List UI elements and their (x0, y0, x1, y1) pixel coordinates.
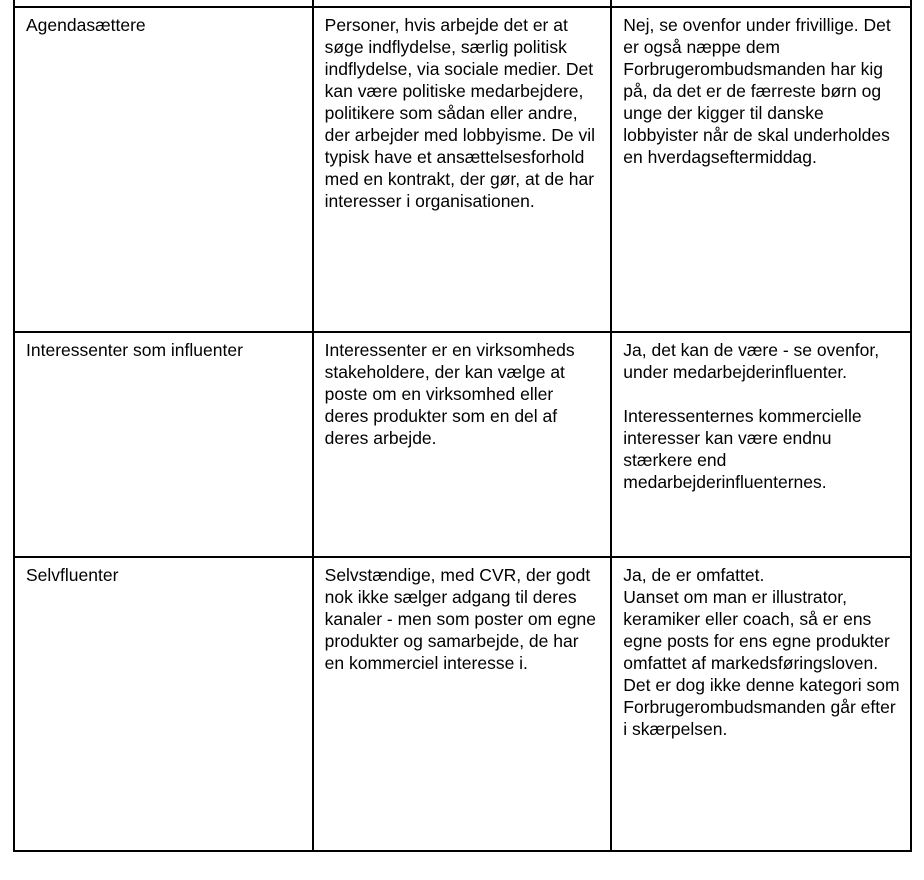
assessment-cell (611, 332, 911, 557)
table-row (14, 557, 911, 851)
table-cell (313, 0, 612, 7)
table-row (14, 332, 911, 557)
document-table (13, 0, 912, 852)
description-cell (313, 7, 612, 332)
category-cell (14, 7, 313, 332)
assessment-paragraph: Ja, det kan de være - se ovenfor, under medarbejderinfluenter. (623, 340, 880, 382)
table-cell (14, 0, 313, 7)
table-row-top-fragment (14, 0, 911, 7)
description-text: Personer, hvis arbejde det er at søge indflydelse, særlig politisk indflydelse, via sociale medier. Det kan være politiske medarbejdere, politikere som sådan eller andre, der arbejder med lobbyisme. De vil typisk have et ansættelsesforhold med en kontrakt, der gør, at de har interesser i organisationen. (324, 15, 596, 211)
category-label: Selvfluenter (26, 565, 119, 585)
category-label: Agendasættere (26, 15, 146, 35)
category-label: Interessenter som influenter (26, 340, 243, 360)
description-cell (313, 557, 612, 851)
table-cell (611, 0, 911, 7)
description-cell (313, 332, 612, 557)
table-row (14, 7, 911, 332)
assessment-paragraph: Interessenternes kommercielle interesser kan være endnu stærkere end medarbejderinfluenternes. (623, 406, 862, 492)
category-cell (14, 557, 313, 851)
assessment-text: Nej, se ovenfor under frivillige. Det er også næppe dem Forbrugerombudsmanden har kig på, da det er de færreste børn og unge der kigger til danske lobbyister når de skal underholdes en hverdagseftermiddag. (623, 15, 891, 167)
assessment-line: Det er dog ikke denne kategori som Forbrugerombudsmanden går efter i skærpelsen. (623, 675, 900, 739)
category-cell (14, 332, 313, 557)
assessment-line: Ja, de er omfattet. (623, 565, 765, 585)
assessment-cell (611, 7, 911, 332)
description-text: Interessenter er en virksomheds stakeholdere, der kan vælge at poste om en virksomhed eller deres produkter som en del af deres arbejde. (324, 340, 575, 448)
description-text: Selvstændige, med CVR, der godt nok ikke sælger adgang til deres kanaler - men som poster om egne produkter og samarbejde, de har en kommerciel interesse i. (324, 565, 597, 673)
assessment-cell (611, 557, 911, 851)
assessment-line: Uanset om man er illustrator, keramiker eller coach, så er ens egne posts for ens egne produkter omfattet af markedsføringsloven. (623, 587, 890, 673)
